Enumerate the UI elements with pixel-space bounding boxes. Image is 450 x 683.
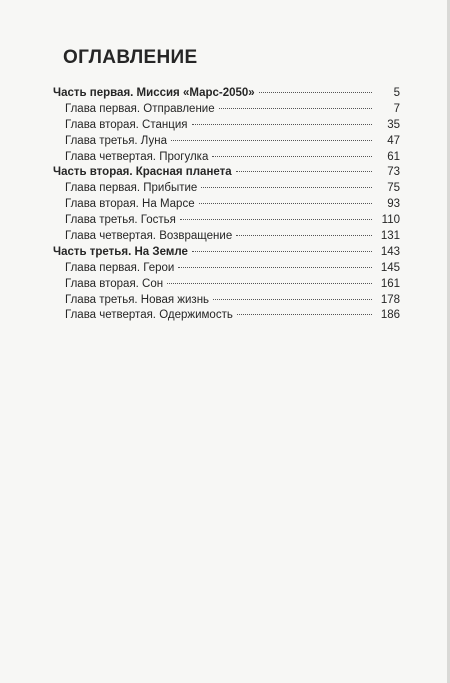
toc-entry-label: Глава первая. Прибытие (65, 182, 198, 195)
toc-dot-leader (180, 219, 372, 220)
toc-entry-label: Глава четвертая. Прогулка (65, 150, 209, 163)
page-title: ОГЛАВЛЕНИЕ (63, 47, 198, 68)
toc-dot-leader (236, 171, 372, 172)
toc-entry-label: Часть первая. Миссия «Марс-2050» (53, 87, 255, 99)
toc-entry-page: 161 (380, 277, 400, 290)
toc-entry-label: Глава вторая. Сон (65, 277, 164, 290)
toc-entry-label: Глава первая. Отправление (65, 102, 215, 115)
toc-entry-chapter[interactable] (53, 213, 400, 229)
toc-entry-chapter[interactable] (53, 134, 400, 150)
toc-entry-page: 5 (393, 87, 400, 99)
toc-entry-page: 131 (380, 230, 400, 243)
toc-entry-chapter[interactable] (53, 118, 400, 134)
toc-dot-leader (192, 124, 373, 125)
toc-entry-label: Часть третья. На Земле (53, 245, 188, 258)
toc-dot-leader (167, 283, 372, 284)
toc-entry-part[interactable] (53, 245, 400, 261)
toc-dot-leader (178, 267, 372, 268)
toc-entry-chapter[interactable] (53, 102, 400, 118)
toc-entry-page: 178 (380, 293, 400, 306)
toc-entry-label: Глава четвертая. Одержимость (65, 309, 233, 322)
toc-dot-leader (213, 299, 372, 300)
toc-entry-chapter[interactable] (53, 261, 400, 277)
toc-entry-page: 93 (387, 198, 400, 211)
toc-entry-page: 7 (393, 102, 400, 115)
toc-entry-label: Глава третья. Новая жизнь (65, 293, 210, 306)
toc-entry-label: Глава первая. Герои (65, 261, 175, 274)
toc-entry-page: 73 (387, 166, 400, 179)
table-of-contents (53, 86, 400, 324)
toc-dot-leader (236, 235, 372, 236)
toc-entry-part[interactable] (53, 86, 400, 102)
toc-entry-part[interactable] (53, 165, 400, 181)
toc-dot-leader (212, 156, 372, 157)
toc-entry-chapter[interactable] (53, 181, 400, 197)
toc-dot-leader (237, 314, 372, 315)
toc-dot-leader (201, 187, 372, 188)
toc-dot-leader (219, 108, 372, 109)
toc-entry-label: Глава вторая. Станция (65, 118, 188, 131)
toc-dot-leader (192, 251, 372, 252)
toc-entry-chapter[interactable] (53, 277, 400, 293)
toc-entry-chapter[interactable] (53, 308, 400, 324)
toc-entry-label: Глава третья. Гостья (65, 214, 176, 227)
toc-entry-label: Глава вторая. На Марсе (65, 198, 195, 211)
toc-entry-page: 35 (387, 118, 400, 131)
toc-entry-label: Глава четвертая. Возвращение (65, 230, 233, 243)
toc-entry-label: Глава третья. Луна (65, 134, 167, 147)
toc-entry-chapter[interactable] (53, 293, 400, 309)
toc-entry-page: 143 (380, 245, 400, 258)
toc-dot-leader (259, 92, 372, 93)
toc-entry-page: 61 (387, 150, 400, 163)
toc-entry-page: 75 (387, 182, 400, 195)
toc-dot-leader (171, 140, 372, 141)
toc-entry-page: 145 (380, 261, 400, 274)
toc-entry-chapter[interactable] (53, 229, 400, 245)
toc-entry-chapter[interactable] (53, 197, 400, 213)
toc-entry-page: 110 (381, 214, 400, 227)
toc-entry-chapter[interactable] (53, 150, 400, 166)
toc-entry-label: Часть вторая. Красная планета (53, 166, 232, 179)
toc-dot-leader (199, 203, 372, 204)
toc-entry-page: 47 (387, 134, 400, 147)
toc-entry-page: 186 (380, 309, 400, 322)
